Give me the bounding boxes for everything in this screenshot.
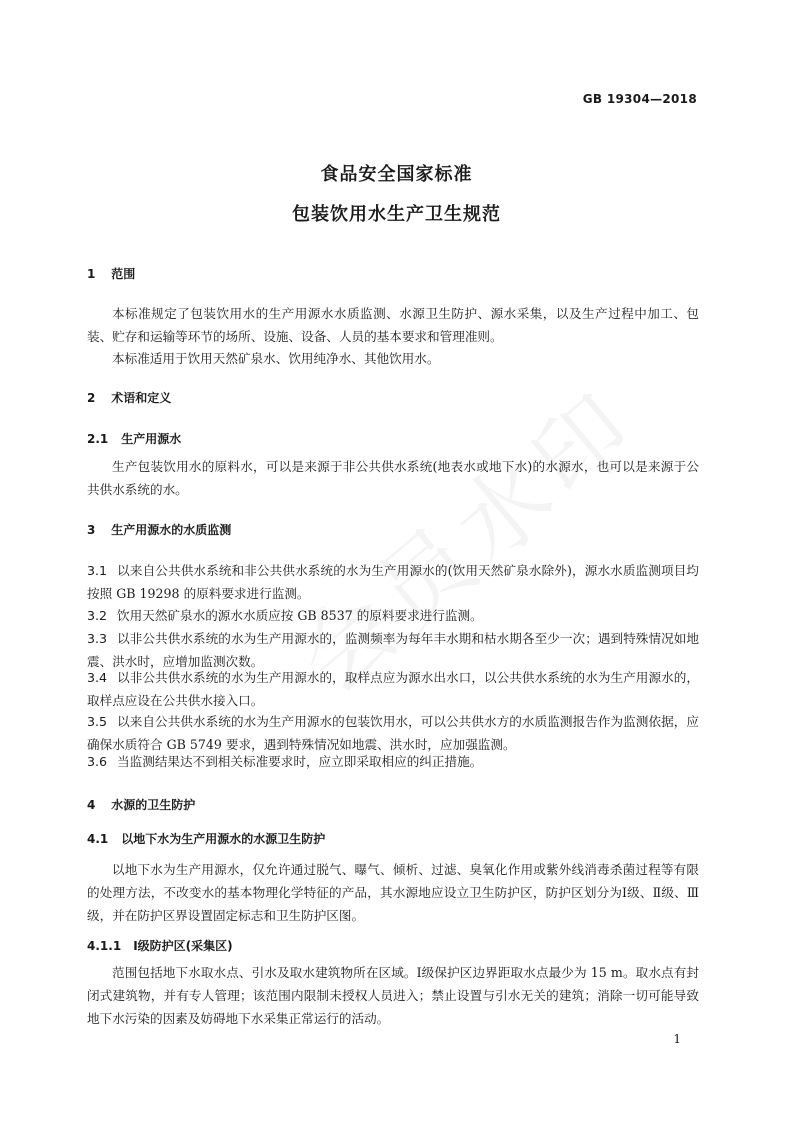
subsection-heading-4-1	[87, 830, 325, 847]
clause-3-1	[87, 559, 699, 605]
clause-text: 以来自公共供水系统的水为生产用源水的包装饮用水，可以公共供水方的水质监测报告作为监测依据，应确保水质符合 GB 5749 要求，遇到特殊情况如地震、洪水时，应加强监测。	[87, 714, 699, 752]
clause-text: 当监测结果达不到相关标准要求时，应立即采取相应的纠正措施。	[117, 754, 483, 769]
section-title: 术语和定义	[111, 391, 172, 405]
paragraph: 本标准规定了包装饮用水的生产用源水水质监测、水源卫生防护、源水采集，以及生产过程中加工、包装、贮存和运输等环节的场所、设施、设备、人员的基本要求和管理准则。	[87, 306, 699, 344]
clause-3-6	[87, 750, 699, 773]
section-heading-2	[87, 389, 171, 406]
section-title: 以地下水为生产用源水的水源卫生防护	[121, 832, 326, 846]
section-title: 范围	[111, 267, 136, 281]
section-number: 2	[87, 391, 96, 405]
section-heading-3	[87, 521, 231, 538]
clause-3-4	[87, 666, 699, 712]
document-title-line2: 包装饮用水生产卫生规范	[292, 204, 501, 225]
clause-3-2	[87, 604, 699, 627]
subsection-heading-4-1-1	[87, 937, 233, 954]
paragraph: 范围包括地下水取水点、引水及取水建筑物所在区域。Ⅰ级保护区边界距取水点最少为 15 m。取水点有封闭式建筑物，并有专人管理；该范围内限制未授权人员进入；禁止设置与引水无关的建筑；消除一切可能导致地下水污染的因素及妨碍地下水采集正常运行的活动。	[87, 965, 699, 1026]
clause-text: 以非公共供水系统的水为生产用源水的，取样点应为源水出水口，以公共供水系统的水为生产用源水的，取样点应设在公共供水接入口。	[87, 670, 699, 708]
section-title: 水源的卫生防护	[111, 798, 196, 812]
section-number: 4	[87, 798, 96, 812]
clause-text: 以非公共供水系统的水为生产用源水的，监测频率为每年丰水期和枯水期各至少一次；遇到特殊情况如地震、洪水时，应增加监测次数。	[87, 631, 699, 669]
section-heading-1	[87, 265, 135, 282]
section-number: 4.1.1	[87, 939, 122, 953]
section-number: 2.1	[87, 432, 109, 446]
section-number: 3	[87, 523, 96, 537]
clause-number: 3.3	[87, 631, 108, 646]
section-number: 1	[87, 267, 96, 281]
clause-number: 3.1	[87, 563, 108, 578]
paragraph: 本标准适用于饮用天然矿泉水、饮用纯净水、其他饮用水。	[112, 351, 440, 366]
clause-number: 3.6	[87, 754, 108, 769]
document-title-line1: 食品安全国家标准	[320, 164, 473, 185]
clause-text: 饮用天然矿泉水的源水水质应按 GB 8537 的原料要求进行监测。	[117, 608, 483, 623]
section-number: 4.1	[87, 832, 109, 846]
clause-number: 3.5	[87, 714, 108, 729]
section-title: Ⅰ级防护区(采集区)	[133, 939, 233, 953]
clause-number: 3.2	[87, 608, 108, 623]
clause-text: 以来自公共供水系统和非公共供水系统的水为生产用源水的(饮用天然矿泉水除外)，源水水质监测项目均按照 GB 19298 的原料要求进行监测。	[87, 563, 699, 601]
page-number: 1	[673, 1032, 681, 1046]
section-title: 生产用源水的水质监测	[111, 523, 232, 537]
clause-number: 3.4	[87, 670, 108, 685]
standard-code: GB 19304—2018	[582, 92, 697, 106]
section-heading-4	[87, 796, 195, 813]
paragraph: 以地下水为生产用源水，仅允许通过脱气、曝气、倾析、过滤、臭氧化作用或紫外线消毒杀菌过程等有限的处理方法，不改变水的基本物理化学特征的产品，其水源地应设立卫生防护区，防护区划分为Ⅰ级、Ⅱ级、Ⅲ级，并在防护区界设置固定标志和卫生防护区图。	[87, 862, 699, 923]
paragraph: 生产包装饮用水的原料水，可以是来源于非公共供水系统(地表水或地下水)的水源水，也可以是来源于公共供水系统的水。	[87, 459, 699, 497]
section-title: 生产用源水	[121, 432, 182, 446]
subsection-heading-2-1	[87, 430, 181, 447]
